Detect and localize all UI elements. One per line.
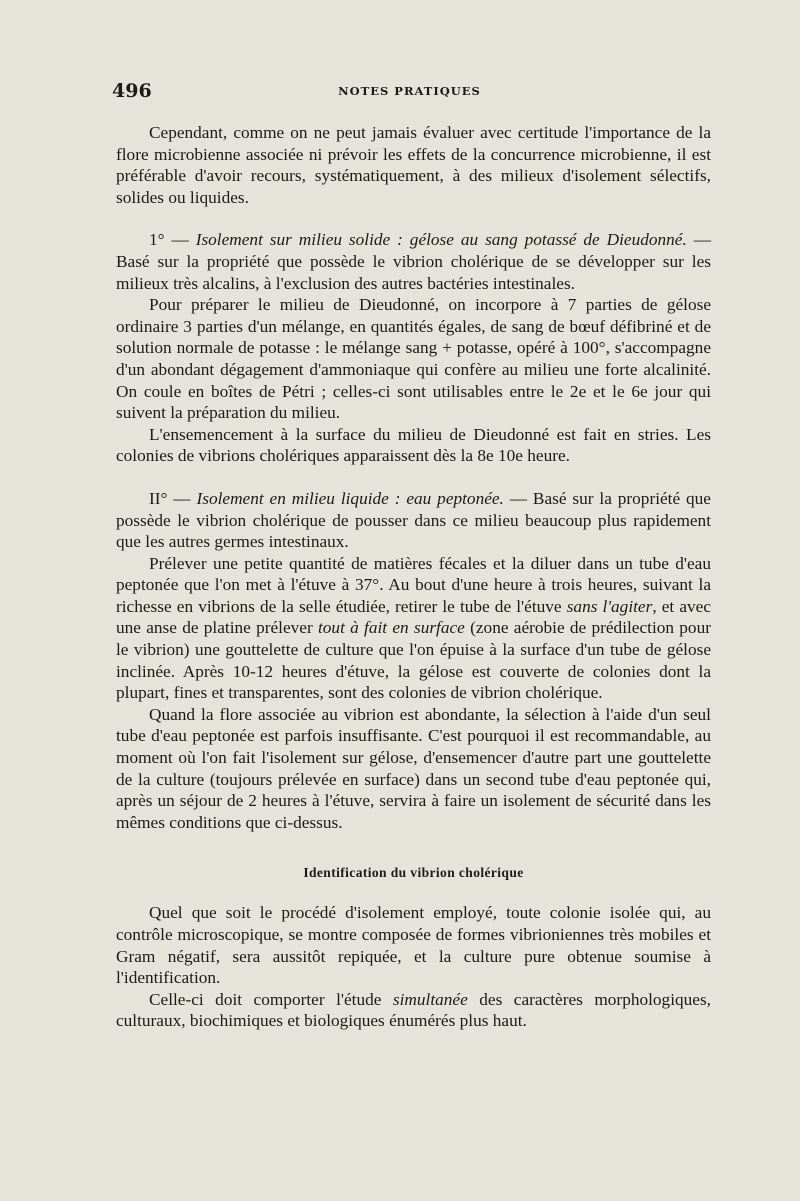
italic-run: simultanée [392, 989, 468, 1009]
identification-paragraph: Quel que soit le procédé d'isolement employé, toute colonie isolée qui, au contrôle microscopique, se montre composée de formes vibrioniennes très mobiles et Gram négatif, sera aussitôt repiquée, et la culture pure obtenue soumise à l'identification. [116, 903, 711, 988]
text-run: Prélever une petite quantité de matières fécales et la diluer dans un tube d'eau peptonée que l'on met à l'étuve à 37°. Au bout d'une heure à trois heures, suivant la richesse en vibrions de la selle étudiée, retirer le tube de l'étuve [116, 553, 711, 616]
section-one-paragraph: L'ensemencement à la surface du milieu de Dieudonné est fait en stries. Les colonies de vibrions cholériques apparaissent dès la 8e 10e heure. [116, 424, 711, 466]
text-run: Celle-ci doit comporter l'étude [149, 989, 382, 1009]
section-heading: Identification du vibrion cholérique [303, 865, 524, 881]
page-header [112, 80, 707, 104]
page-number: 496 [112, 80, 152, 102]
running-head: NOTES PRATIQUES [338, 84, 481, 98]
section-one-paragraph: Pour préparer le milieu de Dieudonné, on incorpore à 7 parties de gélose ordinaire 3 parties d'un mélange, en quantités égales, de sang de bœuf défibriné et de solution normale de potasse : le mélange sang + potasse, opéré à 100°, s'accompagne d'un abondant dégagement d'ammoniaque qui confère au milieu une forte alcalinité. On coule en boîtes de Pétri ; celles-ci sont utilisables entre le 2e et le 6e jour qui suivent la préparation du milieu. [116, 295, 711, 423]
section-two-paragraph: Quand la flore associée au vibrion est abondante, la sélection à l'aide d'un seul tube d'eau peptonée est parfois insuffisante. C'est pourquoi il est recommandable, au moment où l'on fait l'isolement sur gélose, d'ensemencer d'autre part une gouttelette de la culture (toujours prélevée en surface) dans un second tube d'eau peptonée qui, après un séjour de 2 heures à l'étuve, servira à faire un isolement de sécurité dans les mêmes conditions que ci-dessus. [116, 704, 711, 832]
text-run: des caractères morphologiques, culturaux, biochimiques et biologiques énumérés plus haut. [116, 989, 711, 1031]
text-run: , et avec une anse de platine prélever [116, 596, 711, 638]
section-two-lead [116, 488, 711, 553]
intro-paragraph: Cependant, comme on ne peut jamais évaluer avec certitude l'importance de la flore microbienne associée ni prévoir les effets de la concurrence microbienne, il est préférable d'avoir recours, systématiquement, à des milieux d'isolement sélectifs, solides ou liquides. [116, 123, 711, 207]
section-two-paragraph [116, 553, 711, 704]
italic-run: sans l'agiter [566, 596, 653, 616]
section-two-number: II° — [149, 488, 191, 508]
identification-paragraph [116, 989, 711, 1032]
italic-run: tout à fait en surface [317, 618, 465, 638]
section-one-title: Isolement sur milieu solide : gélose au sang potassé de Dieudonné. [195, 230, 687, 250]
section-one-lead-text: — Basé sur la propriété que possède le vibrion cholérique de se développer sur les milieux très alcalins, à l'exclusion des autres bactéries intestinales. [116, 230, 711, 293]
section-one-number: 1° — [149, 230, 189, 250]
section-two-lead-text: — Basé sur la propriété que possède le vibrion cholérique de pousser dans ce milieu beaucoup plus rapidement que les autres germes intestinaux. [116, 488, 711, 552]
section-one-lead [116, 229, 711, 294]
text-run: (zone aérobie de prédilection pour le vibrion) une gouttelette de culture que l'on épuise à la surface d'un tube de gélose inclinée. Après 10-12 heures d'étuve, la gélose est couverte de colonies dont la plupart, fines et transparentes, sont des colonies de vibrion cholérique. [116, 618, 711, 703]
body-text [116, 122, 711, 1032]
section-two-title: Isolement en milieu liquide : eau peptonée. [196, 488, 504, 508]
